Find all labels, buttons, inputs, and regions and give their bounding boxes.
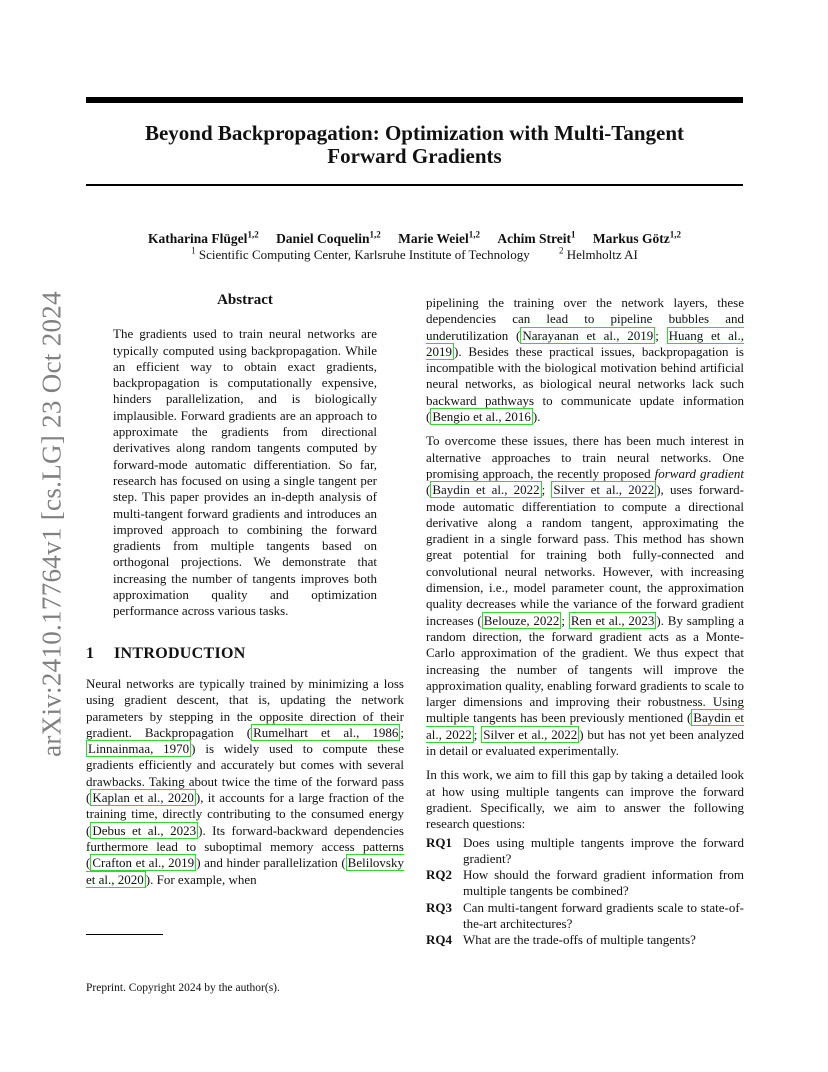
footnote-rule xyxy=(86,934,163,935)
section-heading: 1 INTRODUCTION xyxy=(86,644,246,662)
arxiv-stamp: arXiv:2410.17764v1 [cs.LG] 23 Oct 2024 xyxy=(36,291,67,757)
footnote: Preprint. Copyright 2024 by the author(s). xyxy=(86,982,280,994)
abstract-text: The gradients used to train neural networks are typically computed using backpropagation. While an efficient way to obtain exact gradients, backpropagation is computationally expensive, hinders parallelization, and is biologically implausible. Forward gradients are an approach to approximate the gradients from directional derivatives along random tangents computed by forward-mode automatic differentiation. So far, research has focused on using a single tangent per step. This paper provides an in-depth analysis of multi-tangent forward gradients and introduces an improved approach to combining the forward gradients from multiple tangents based on orthogonal projections. We demonstrate that increasing the number of tangents improves both approximation quality and optimization performance across various tasks. xyxy=(113,326,377,619)
paper-title: Beyond Backpropagation: Optimization with Multi-Tangent Forward Gradients xyxy=(144,121,685,168)
citation-link[interactable]: Huang et al., 2019 xyxy=(426,327,744,359)
citation-link[interactable]: Linnainmaa, 1970 xyxy=(88,741,190,757)
left-column xyxy=(86,292,404,888)
header-rule-bottom xyxy=(86,184,743,186)
research-question: RQ2 How should the forward gradient information from multiple tangents be combined? xyxy=(426,867,744,899)
citation-link[interactable]: Narayanan et al., 2019 xyxy=(522,327,654,343)
author: Achim Streit$^1$ xyxy=(497,229,576,246)
body-paragraph: To overcome these issues, there has been much interest in alternative approaches to train neural networks. One promising approach, the recently proposed forward gradient ( Baydin et al., 2022 ; Silver et al., 2022 ), uses forward-mode automatic differentiation to compute a directional derivative along a random tangent, approximating the gradient in a single forward pass. This method has shown great potential for training both fully-connected and convolutional neural networks. However, with increasing dimension, i.e., model parameter count, the approximation quality decreases while the variance of the forward gradient increases ( Belouze, 2022 ; Ren et al., 2023 ). By sampling a random direction, the forward gradient acts as a Monte-Carlo approximation of the gradient. We thus expect that increasing the number of tangents will improve the approximation quality, enabling forward gradients to scale to larger dimensions and improving their robustness. Using multiple tangents has been previously mentioned ( Baydin et al., 2022 ; Silver et al., 2022 ) but has not yet been analyzed in detail or evaluated experimentally. xyxy=(426,433,745,759)
citation-link[interactable]: Kaplan et al., 2020 xyxy=(92,790,194,806)
citation-link[interactable]: Baydin et al., 2022 xyxy=(432,482,540,498)
citation-link[interactable]: Baydin et al., 2022 xyxy=(426,710,745,742)
abstract-heading: Abstract xyxy=(217,292,273,308)
research-questions xyxy=(426,835,744,949)
citation-link[interactable]: Silver et al., 2022 xyxy=(483,726,578,742)
research-question: RQ3 Can multi-tangent forward gradients scale to state-of-the-art architectures? xyxy=(426,899,744,931)
author: Katharina Flügel$^{1,2}$ xyxy=(148,229,259,246)
research-question: RQ1 Does using multiple tangents improve the forward gradient? xyxy=(426,834,744,866)
citation-link[interactable]: Belilovsky et al., 2020 xyxy=(86,855,404,887)
right-column xyxy=(426,295,744,949)
intro-paragraph: Neural networks are typically trained by minimizing a loss using gradient descent, that is, updating the network parameters by stepping in the opposite direction of their gradient. Backpropagation ( Rumelhart et al., 1986 ; Linnainmaa, 1970 ) is widely used to compute these gradients efficiently and accurately but comes with several drawbacks. Taking about twice the time of the forward pass ( Kaplan et al., 2020 ), it accounts for a large fraction of the training time, directly contributing to the consumed energy ( Debus et al., 2023 ). Its forward-backward dependencies furthermore lead to suboptimal memory access patterns ( Crafton et al., 2019 ) and hinder parallelization ( Belilovsky et al., 2020 ). For example, when xyxy=(86,675,404,887)
affiliations xyxy=(86,246,743,263)
citation-link[interactable]: Bengio et al., 2016 xyxy=(432,409,531,425)
citation-link[interactable]: Belouze, 2022 xyxy=(483,612,560,628)
author-list xyxy=(86,229,743,247)
citation-link[interactable]: Rumelhart et al., 1986 xyxy=(253,724,399,740)
author: Marie Weiel$^{1,2}$ xyxy=(398,229,480,246)
author: Markus Götz$^{1,2}$ xyxy=(592,229,681,246)
author: Daniel Coquelin$^{1,2}$ xyxy=(276,229,381,246)
body-paragraph: In this work, we aim to fill this gap by taking a detailed look at how using multiple tangents can improve the forward gradient. Specifically, we aim to answer the following research questions: xyxy=(426,767,744,832)
header-rule-top xyxy=(86,97,743,103)
body-paragraph: pipelining the training over the network layers, these dependencies can lead to pipeline bubbles and underutilization ( Narayanan et al., 2019 ; Huang et al., 2019 ). Besides these practical issues, backpropagation is incompatible with the biological motivation behind artificial neural networks, as biological neural networks lack such backward pathways to communicate update information ( Bengio et al., 2016 ). xyxy=(426,295,744,425)
citation-link[interactable]: Debus et al., 2023 xyxy=(92,822,197,838)
research-question: RQ4 What are the trade-offs of multiple tangents? xyxy=(426,932,696,948)
citation-link[interactable]: Ren et al., 2023 xyxy=(570,612,655,628)
citation-link[interactable]: Crafton et al., 2019 xyxy=(92,855,195,871)
citation-link[interactable]: Silver et al., 2022 xyxy=(553,482,655,498)
affiliation: $^1$ Scientific Computing Center, Karlsruhe Institute of Technology xyxy=(191,246,530,263)
affiliation: $^2$ Helmholtz AI xyxy=(558,246,638,263)
